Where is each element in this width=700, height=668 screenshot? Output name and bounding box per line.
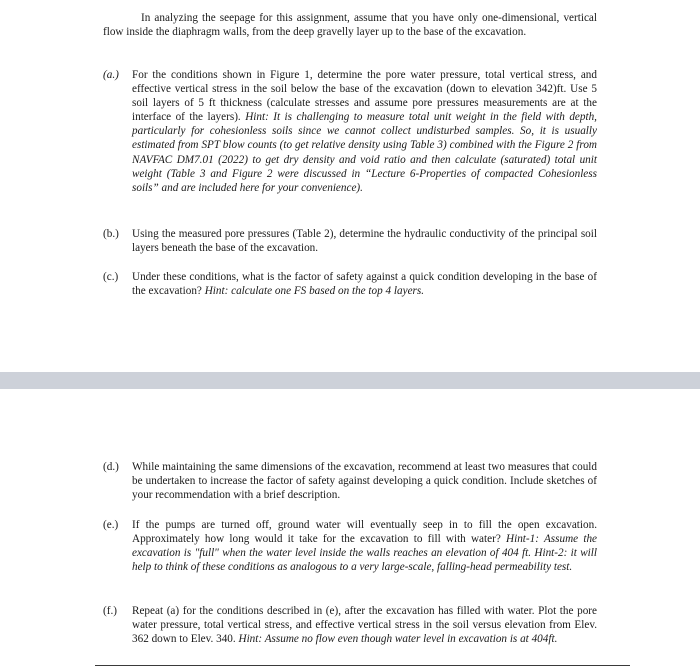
intro-paragraph: In analyzing the seepage for this assignment, assume that you have only one-dimensional, vertical flow inside the diaphragm walls, from the deep gravelly layer up to the base of the excavation. <box>103 12 597 39</box>
question-label: (a.) <box>103 69 119 81</box>
bottom-rule <box>95 665 630 666</box>
question-label: (e.) <box>103 519 119 531</box>
question-text: Using the measured pore pressures (Table 2), determine the hydraulic conductivity of the principal soil layers beneath the base of the excavation. <box>132 228 597 255</box>
question-label: (f.) <box>103 605 117 617</box>
question-body <box>132 604 597 646</box>
question-text: If the pumps are turned off, ground water will eventually seep in to fill the open excavation. Approximately how long would it take for the excavation to fill with water? <box>132 519 597 546</box>
question-body <box>132 68 597 195</box>
page-separator <box>0 372 700 389</box>
question-hint: Hint: It is challenging to measure total unit weight in the field with depth, particularly for cohesionless soils since we cannot collect undisturbed samples. So, it is usually estimated from SPT blow counts (to get relative density using Table 3) combined with the Figure 2 from NAVFAC DM7.01 (2022) to get dry density and void ratio and then calculate (saturated) total unit weight (Table 3 and Figure 2 were discussed in “Lecture 6-Properties of compacted Cohesionless soils” and are included here for your convenience). <box>132 111 597 194</box>
question-hint: Hint: calculate one FS based on the top 4 layers. <box>204 285 425 298</box>
question-label: (c.) <box>103 271 119 283</box>
question-body <box>132 518 597 574</box>
question-text: Under these conditions, what is the factor of safety against a quick condition developing in the base of the excavation? <box>132 271 597 298</box>
question-hint: Hint-1: Assume the excavation is "full" when the water level inside the walls reaches an elevation of 404 ft. Hint-2: it will help to think of these conditions as analogous to a very large-scale, falling-head permeability test. <box>132 533 598 574</box>
question-text: Repeat (a) for the conditions described in (e), after the excavation has filled with water. Plot the pore water pressure, total vertical stress, and effective vertical stress in the soil versus elevation from Elev. 362 down to Elev. 340. <box>132 605 597 646</box>
question-body <box>132 270 597 298</box>
question-body <box>132 460 597 502</box>
question-label: (b.) <box>103 228 119 240</box>
question-label: (d.) <box>103 461 119 473</box>
question-hint: Hint: Assume no flow even though water level in excavation is at 404ft. <box>238 633 558 646</box>
question-body <box>132 227 597 255</box>
question-text: While maintaining the same dimensions of the excavation, recommend at least two measures that could be undertaken to increase the factor of safety against developing a quick condition. Include sketches of your recommendation with a brief description. <box>132 461 597 502</box>
question-text: For the conditions shown in Figure 1, determine the pore water pressure, total vertical stress, and effective vertical stress in the soil below the base of the excavation (down to elevation 342)ft. Use 5 soil layers of 5 ft thickness (calculate stresses and assume pore pressures measurements are at the interface of the layers). <box>132 69 597 124</box>
